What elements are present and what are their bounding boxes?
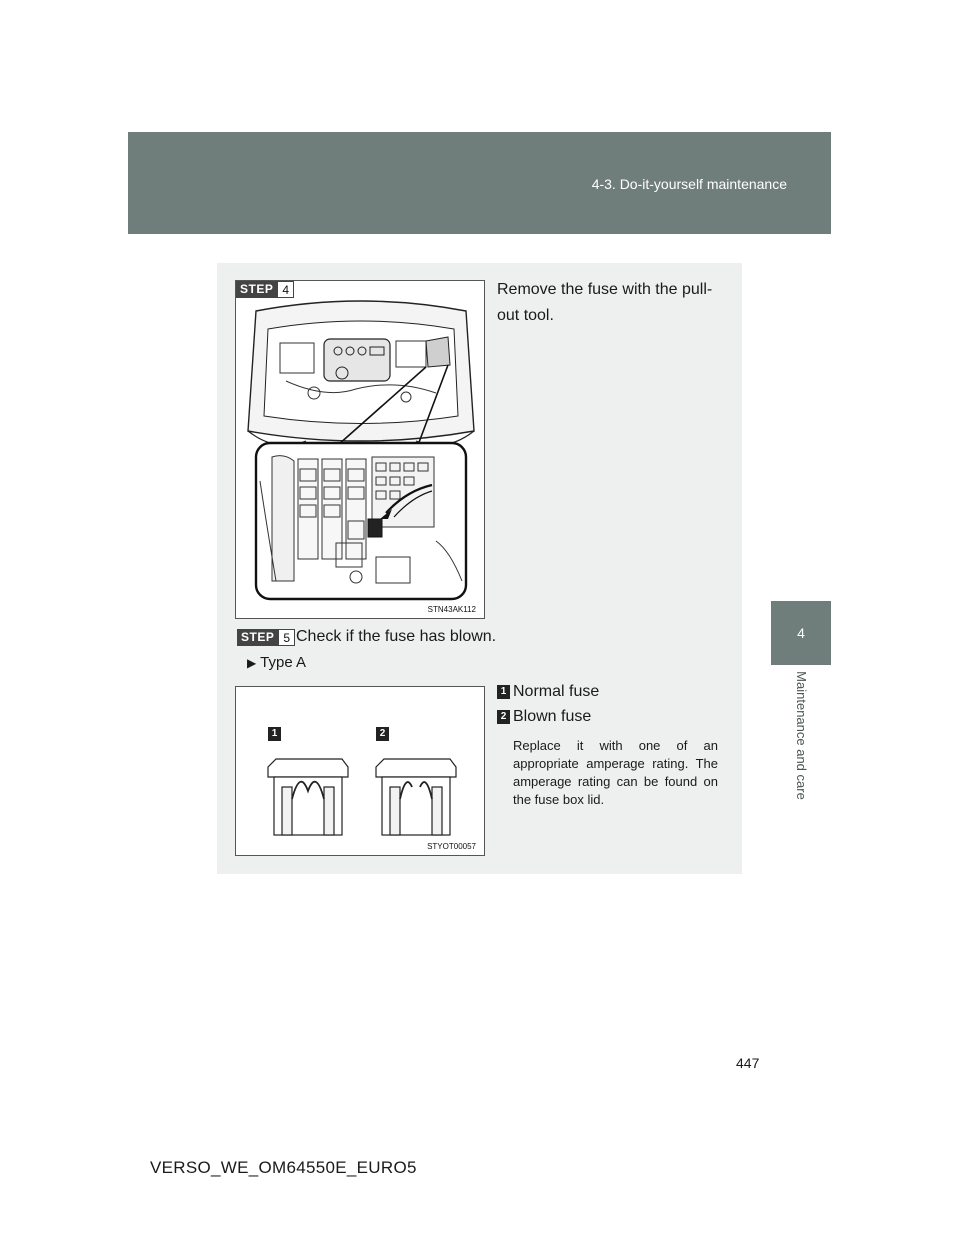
page-number: 447 (736, 1055, 760, 1071)
chapter-tab-label-text: Maintenance and care (793, 670, 809, 800)
legend-normal-fuse (497, 682, 599, 702)
figure-code-step4: STN43AK112 (427, 605, 476, 614)
type-marker-icon: ▶ (247, 656, 257, 670)
step-badge-number: 4 (277, 281, 294, 298)
figure-code-step5: STYOT00057 (427, 842, 476, 851)
engine-bay-drawing (236, 281, 485, 619)
type-label: Type A (260, 654, 307, 671)
blown-fuse-drawing (376, 759, 456, 835)
footer-document-code: VERSO_WE_OM64550E_EURO5 (150, 1158, 417, 1177)
legend-blown-fuse (497, 707, 591, 727)
engine-fuse-box-illustration (235, 280, 485, 619)
content-panel (217, 263, 742, 874)
chapter-tab-number: 4 (771, 601, 831, 665)
step5-instruction: Check if the fuse has blown. (296, 628, 497, 645)
step-badge-5 (237, 629, 295, 646)
normal-fuse-drawing (268, 759, 348, 835)
step-badge-word: STEP (237, 629, 278, 646)
callout-badge-1: 1 (268, 727, 281, 741)
fuse-replacement-note: Replace it with one of an appropriate amperage rating. The amperage rating can be found on the fuse box lid. (513, 738, 718, 807)
legend-label-normal: Normal fuse (513, 683, 600, 700)
header-band (128, 132, 831, 234)
step-badge-word: STEP (236, 281, 277, 298)
legend-label-blown: Blown fuse (513, 708, 592, 725)
fuse-comparison-illustration (235, 686, 485, 856)
section-title: 4-3. Do-it-yourself maintenance (591, 176, 787, 192)
chapter-tab-label (771, 665, 831, 805)
step-badge-number: 5 (278, 629, 295, 646)
legend-badge-2: 2 (497, 710, 510, 724)
callout-badge-2: 2 (376, 727, 389, 741)
type-a-label (247, 650, 306, 676)
fuse-drawings (236, 687, 485, 856)
legend-badge-1: 1 (497, 685, 510, 699)
step4-instruction: Remove the fuse with the pull-out tool. (497, 281, 713, 324)
